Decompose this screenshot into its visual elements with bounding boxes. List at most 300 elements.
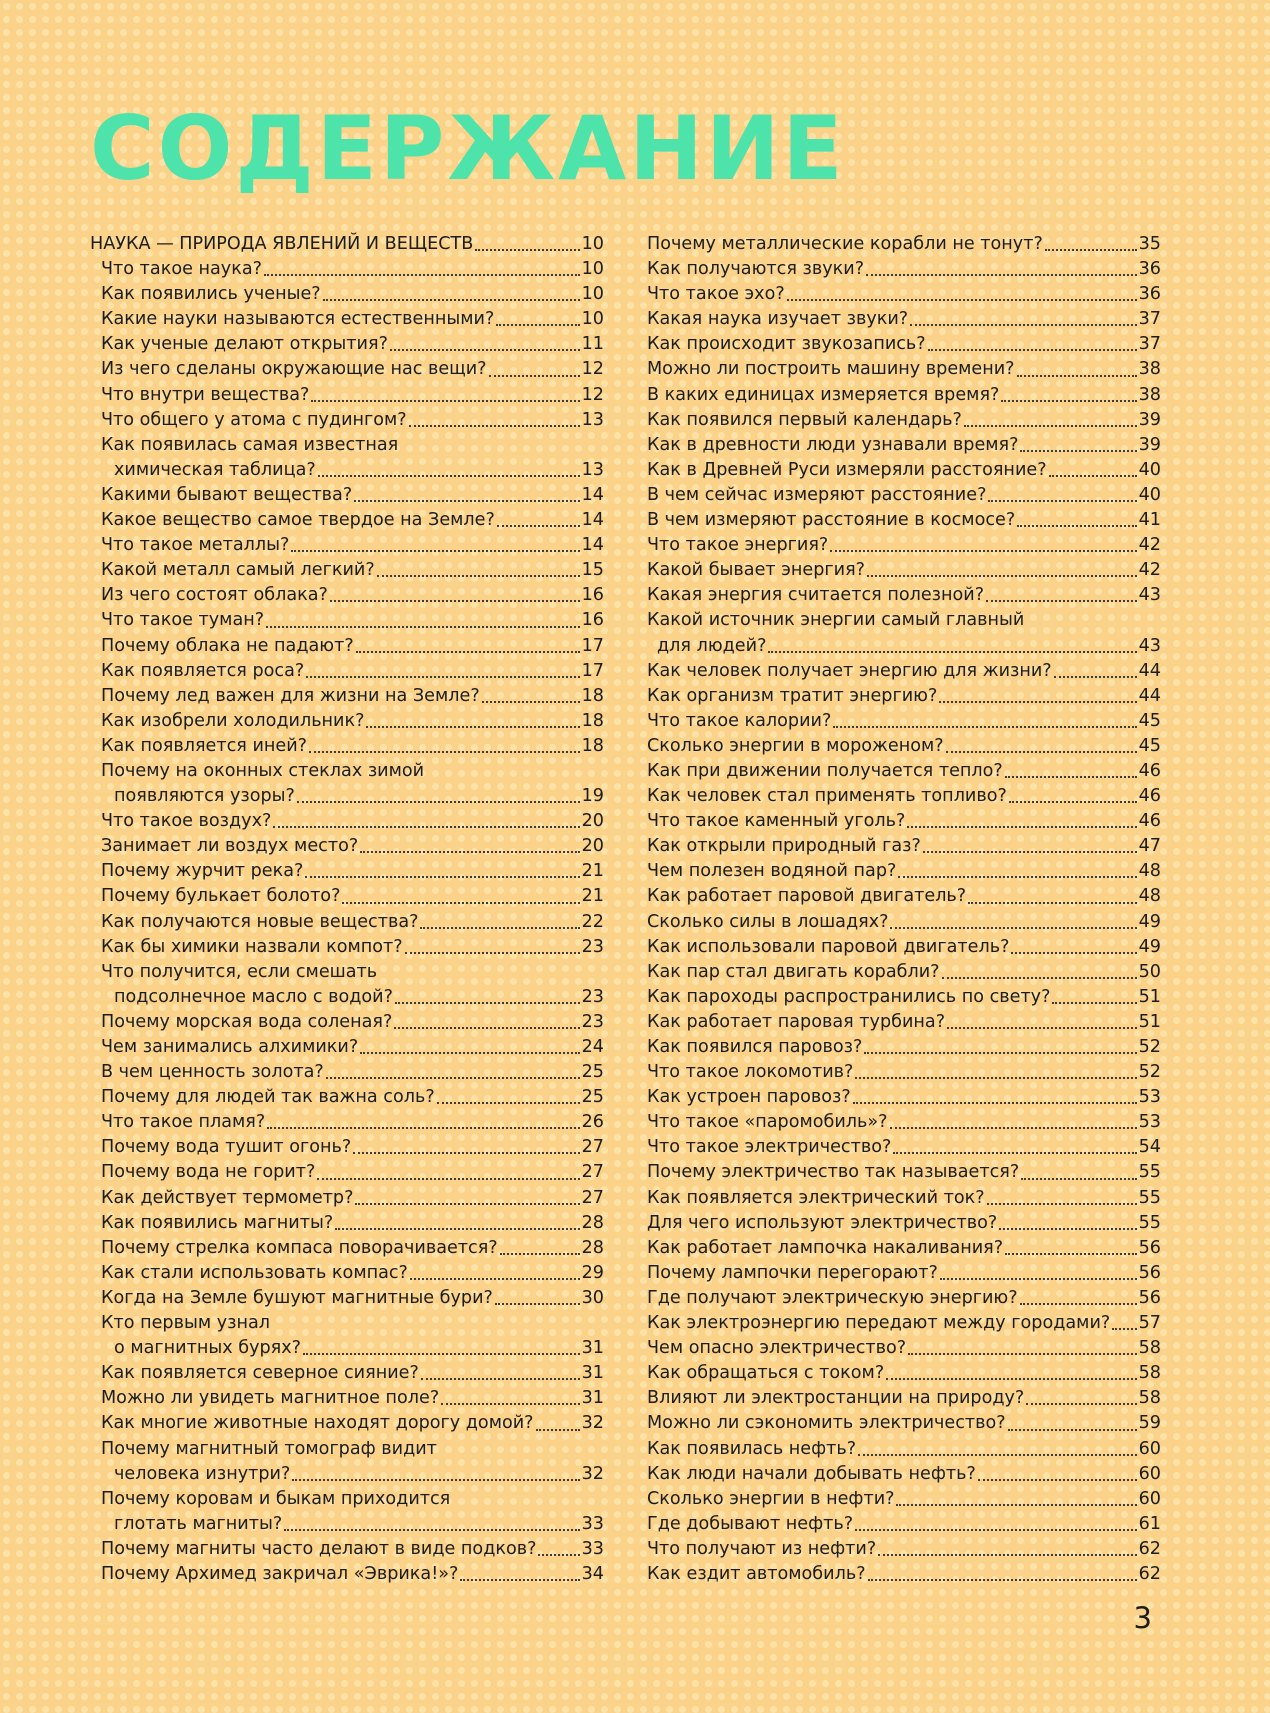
toc-entry[interactable] <box>90 1236 604 1261</box>
dot-leader <box>266 626 580 628</box>
toc-entry-title: Как электроэнергию передают между городами? <box>647 1313 1111 1334</box>
toc-entry[interactable] <box>90 483 604 508</box>
toc-entry-page: 15 <box>581 560 604 581</box>
toc-entry-page: 38 <box>1138 359 1161 380</box>
dot-leader <box>496 324 579 326</box>
dot-leader <box>495 1303 580 1305</box>
toc-entry[interactable] <box>90 759 604 784</box>
dot-leader <box>1045 249 1137 251</box>
toc-entry-page: 13 <box>581 409 604 430</box>
dot-leader <box>1017 375 1137 377</box>
toc-entry[interactable] <box>647 784 1161 809</box>
toc-entry-title: Почему магнитный томограф видит <box>101 1438 437 1459</box>
toc-entry-page: 20 <box>581 836 604 857</box>
dot-leader <box>405 952 580 954</box>
dot-leader <box>1054 676 1137 678</box>
toc-entry-title: Почему коровам и быкам приходится <box>101 1488 451 1509</box>
toc-entry[interactable] <box>647 608 1161 633</box>
toc-entry[interactable] <box>90 659 604 684</box>
toc-entry-title: Как обращаться с током? <box>647 1363 885 1384</box>
dot-leader <box>1020 1303 1137 1305</box>
dot-leader <box>830 550 1136 552</box>
toc-entry-page: 20 <box>581 811 604 832</box>
toc-entry-title: Какое вещество самое твердое на Земле? <box>101 510 495 531</box>
toc-right-column <box>647 232 1161 1587</box>
dot-leader <box>1008 1429 1137 1431</box>
toc-entry[interactable] <box>647 583 1161 608</box>
toc-entry[interactable] <box>647 1286 1161 1311</box>
toc-entry[interactable] <box>647 232 1161 257</box>
toc-entry-page: 62 <box>1138 1538 1161 1559</box>
toc-entry-page: 46 <box>1138 760 1161 781</box>
dot-leader <box>893 1152 1136 1154</box>
toc-entry-title: Чем опасно электричество? <box>647 1338 907 1359</box>
toc-entry[interactable] <box>647 1060 1161 1085</box>
toc-entry-title: Что такое эхо? <box>647 284 785 305</box>
toc-entry-title: Чем полезен водяной пар? <box>647 861 897 882</box>
toc-entry[interactable] <box>90 257 604 282</box>
toc-entry[interactable] <box>90 1487 604 1512</box>
toc-entry-title: Как человек стал применять топливо? <box>647 786 1007 807</box>
dot-leader <box>377 575 580 577</box>
toc-entry[interactable] <box>647 1211 1161 1236</box>
dot-leader <box>1052 1002 1136 1004</box>
toc-entry-title: Как появляется северное сияние? <box>101 1363 419 1384</box>
toc-entry[interactable] <box>90 307 604 332</box>
toc-entry-title: Как стали использовать компас? <box>101 1262 408 1283</box>
toc-entry-page: 14 <box>581 484 604 505</box>
dot-leader <box>964 425 1137 427</box>
toc-entry-page: 44 <box>1138 685 1161 706</box>
toc-entry-page: 62 <box>1138 1563 1161 1584</box>
toc-entry-page: 30 <box>581 1287 604 1308</box>
dot-leader <box>409 425 580 427</box>
toc-entry[interactable] <box>90 357 604 382</box>
toc-entry[interactable] <box>90 1085 604 1110</box>
toc-entry-page: 34 <box>581 1563 604 1584</box>
toc-entry-page: 28 <box>581 1237 604 1258</box>
toc-entry-title: Какой металл самый легкий? <box>101 560 375 581</box>
toc-entry[interactable] <box>90 282 604 307</box>
toc-entry-page: 25 <box>581 1087 604 1108</box>
dot-leader <box>1049 475 1137 477</box>
toc-entry[interactable] <box>647 433 1161 458</box>
toc-entry[interactable] <box>90 1160 604 1185</box>
toc-entry-title: Как появились магниты? <box>101 1212 334 1233</box>
toc-entry[interactable] <box>647 408 1161 433</box>
toc-entry[interactable] <box>647 508 1161 533</box>
toc-entry[interactable] <box>647 483 1161 508</box>
dot-leader <box>946 751 1137 753</box>
toc-entry-page: 48 <box>1138 886 1161 907</box>
toc-entry-title: Как появился первый календарь? <box>647 409 962 430</box>
toc-entry[interactable] <box>90 458 604 483</box>
toc-entry-page: 17 <box>581 660 604 681</box>
toc-entry-title: Что такое металлы? <box>101 535 290 556</box>
toc-entry-title: Какой бывает энергия? <box>647 560 865 581</box>
dot-leader <box>500 1253 580 1255</box>
toc-entry-title: Почему магниты часто делают в виде подков? <box>101 1538 537 1559</box>
toc-entry-page: 23 <box>581 986 604 1007</box>
toc-entry-page: 44 <box>1138 660 1161 681</box>
toc-entry-page: 32 <box>581 1463 604 1484</box>
toc-entry[interactable] <box>90 433 604 458</box>
toc-entry-title: Влияют ли электростанции на природу? <box>647 1388 1025 1409</box>
toc-entry-page: 51 <box>1138 986 1161 1007</box>
toc-entry-page: 58 <box>1138 1363 1161 1384</box>
toc-entry[interactable] <box>90 1035 604 1060</box>
dot-leader <box>264 274 580 276</box>
toc-entry[interactable] <box>647 1562 1161 1587</box>
dot-leader <box>475 249 579 251</box>
toc-entry-page: 13 <box>581 459 604 480</box>
toc-entry-title: Как в древности люди узнавали время? <box>647 434 1019 455</box>
toc-entry[interactable] <box>647 1010 1161 1035</box>
toc-entry-title: Как устроен паровоз? <box>647 1087 851 1108</box>
toc-entry[interactable] <box>90 884 604 909</box>
toc-entry[interactable] <box>90 684 604 709</box>
toc-entry-title: Как ездит автомобиль? <box>647 1563 866 1584</box>
toc-entry-title: Как многие животные находят дорогу домой? <box>101 1413 534 1434</box>
toc-entry-page: 23 <box>581 936 604 957</box>
dot-leader <box>356 651 580 653</box>
dot-leader <box>536 1429 580 1431</box>
dot-leader <box>999 1228 1136 1230</box>
toc-entry[interactable] <box>647 684 1161 709</box>
toc-entry-page: 24 <box>581 1037 604 1057</box>
toc-entry[interactable] <box>90 734 604 759</box>
toc-entry[interactable] <box>647 1236 1161 1261</box>
dot-leader <box>942 977 1137 979</box>
toc-entry[interactable] <box>647 357 1161 382</box>
dot-leader <box>335 1228 579 1230</box>
toc-entry[interactable] <box>647 1186 1161 1211</box>
toc-entry-title: Что получают из нефти? <box>647 1538 877 1559</box>
toc-entry[interactable] <box>647 884 1161 909</box>
toc-entry-title: Что такое электричество? <box>647 1137 892 1158</box>
toc-entry[interactable] <box>90 834 604 859</box>
toc-entry[interactable] <box>90 1537 604 1562</box>
toc-entry-title: для людей? <box>657 635 767 656</box>
toc-entry-title: Почему для людей так важна соль? <box>101 1087 435 1108</box>
toc-entry-title: Как появилась самая известная <box>101 434 399 455</box>
toc-entry-page: 56 <box>1138 1287 1161 1308</box>
toc-entry-title: Почему лампочки перегорают? <box>647 1262 938 1283</box>
toc-entry-title: Какой источник энергии самый главный <box>647 610 1025 631</box>
toc-entry-title: Как появляется иней? <box>101 735 307 756</box>
dot-leader <box>330 600 580 602</box>
toc-entry[interactable] <box>647 383 1161 408</box>
dot-leader <box>908 1353 1136 1355</box>
toc-entry[interactable] <box>647 257 1161 282</box>
dot-leader <box>866 274 1137 276</box>
toc-entry-title: Почему морская вода соленая? <box>101 1011 393 1032</box>
toc-entry-page: 41 <box>1138 510 1161 531</box>
dot-leader <box>886 1378 1136 1380</box>
toc-entry[interactable] <box>90 1311 604 1336</box>
toc-entry-title: Как появилась нефть? <box>647 1438 857 1459</box>
toc-entry-page: 55 <box>1138 1212 1161 1233</box>
toc-entry[interactable] <box>647 1487 1161 1512</box>
toc-entry[interactable] <box>647 1110 1161 1135</box>
dot-leader <box>940 1278 1137 1280</box>
dot-leader <box>342 902 579 904</box>
toc-entry-title: Что такое локомотив? <box>647 1062 854 1083</box>
toc-entry[interactable] <box>90 1386 604 1411</box>
toc-entry[interactable] <box>647 759 1161 784</box>
toc-entry[interactable] <box>647 558 1161 583</box>
dot-leader <box>1026 1403 1136 1405</box>
dot-leader <box>390 349 580 351</box>
toc-entry-page: 39 <box>1138 434 1161 455</box>
toc-entry[interactable] <box>90 232 604 257</box>
dot-leader <box>898 876 1136 878</box>
toc-entry-title: Какие науки называются естественными? <box>101 309 495 330</box>
toc-entry[interactable] <box>90 533 604 558</box>
dot-leader <box>988 500 1136 502</box>
toc-entry-title: Из чего сделаны окружающие нас вещи? <box>101 359 487 380</box>
toc-entry-page: 45 <box>1138 735 1161 756</box>
toc-entry-page: 58 <box>1138 1388 1161 1409</box>
toc-entry-title: Как использовали паровой двигатель? <box>647 936 1010 957</box>
toc-entry-title: Что такое наука? <box>101 259 262 280</box>
toc-entry[interactable] <box>647 859 1161 884</box>
toc-entry[interactable] <box>647 834 1161 859</box>
toc-entry[interactable] <box>90 408 604 433</box>
dot-leader <box>441 1403 579 1405</box>
toc-entry[interactable] <box>90 1186 604 1211</box>
toc-entry[interactable] <box>647 1361 1161 1386</box>
toc-entry[interactable] <box>90 1462 604 1487</box>
toc-entry-page: 57 <box>1138 1313 1161 1334</box>
dot-leader <box>317 1178 579 1180</box>
toc-entry-page: 55 <box>1138 1187 1161 1208</box>
toc-entry[interactable] <box>647 533 1161 558</box>
toc-entry-title: Что такое «паромобиль»? <box>647 1112 888 1133</box>
toc-entry-page: 33 <box>581 1538 604 1559</box>
toc-entry-title: Как появляется роса? <box>101 660 305 681</box>
toc-entry-page: 43 <box>1138 585 1161 606</box>
toc-entry-page: 26 <box>581 1112 604 1133</box>
dot-leader <box>890 927 1136 929</box>
toc-entry[interactable] <box>90 634 604 659</box>
toc-entry-page: 45 <box>1138 710 1161 731</box>
dot-leader <box>305 876 579 878</box>
toc-entry[interactable] <box>90 1361 604 1386</box>
toc-entry[interactable] <box>647 1462 1161 1487</box>
toc-entry-page: 49 <box>1138 936 1161 957</box>
toc-entry[interactable] <box>90 784 604 809</box>
toc-entry[interactable] <box>90 910 604 935</box>
toc-entry[interactable] <box>647 1135 1161 1160</box>
toc-entry[interactable] <box>647 1035 1161 1060</box>
dot-leader <box>318 475 580 477</box>
toc-entry-page: 40 <box>1138 484 1161 505</box>
toc-entry[interactable] <box>647 1512 1161 1537</box>
toc-entry[interactable] <box>647 1437 1161 1462</box>
toc-entry-title: Как появились ученые? <box>101 284 321 305</box>
dot-leader <box>306 676 579 678</box>
toc-entry[interactable] <box>90 1261 604 1286</box>
dot-leader <box>853 1102 1137 1104</box>
toc-entry[interactable] <box>90 1010 604 1035</box>
toc-left-column <box>90 232 604 1587</box>
toc-entry[interactable] <box>90 1286 604 1311</box>
toc-entry[interactable] <box>90 583 604 608</box>
toc-entry-page: 12 <box>581 359 604 380</box>
toc-entry[interactable] <box>647 1537 1161 1562</box>
toc-entry[interactable] <box>90 985 604 1010</box>
toc-entry-title: подсолнечное масло с водой? <box>114 986 393 1007</box>
toc-entry[interactable] <box>647 960 1161 985</box>
dot-leader <box>896 1504 1136 1506</box>
toc-entry-page: 35 <box>1138 234 1161 254</box>
toc-entry-title: Как получаются звуки? <box>647 259 865 280</box>
dot-leader <box>858 1454 1136 1456</box>
dot-leader <box>1005 776 1137 778</box>
toc-entry[interactable] <box>647 458 1161 483</box>
dot-leader <box>353 1152 579 1154</box>
toc-entry-title: появляются узоры? <box>114 786 295 807</box>
toc-entry-title: Как изобрели холодильник? <box>101 710 365 731</box>
toc-entry-title: Как при движении получается тепло? <box>647 760 1003 781</box>
toc-entry-title: человека изнутри? <box>114 1463 291 1484</box>
dot-leader <box>910 324 1136 326</box>
toc-entry-title: Что получится, если смешать <box>101 961 378 982</box>
dot-leader <box>787 299 1137 301</box>
toc-entry[interactable] <box>647 659 1161 684</box>
dot-leader <box>868 1579 1137 1581</box>
toc-entry[interactable] <box>647 1261 1161 1286</box>
toc-entry[interactable] <box>90 1135 604 1160</box>
toc-entry-page: 31 <box>581 1338 604 1359</box>
toc-entry-page: 31 <box>581 1363 604 1384</box>
toc-entry-title: Можно ли построить машину времени? <box>647 359 1015 380</box>
toc-entry-title: Когда на Земле бушуют магнитные бури? <box>101 1287 493 1308</box>
toc-entry[interactable] <box>90 332 604 357</box>
toc-entry-page: 59 <box>1138 1413 1161 1434</box>
toc-entry-title: Почему журчит река? <box>101 861 304 882</box>
toc-entry-page: 46 <box>1138 786 1161 807</box>
dot-leader <box>907 826 1136 828</box>
toc-entry-title: Как бы химики назвали компот? <box>101 936 403 957</box>
dot-leader <box>323 299 580 301</box>
toc-entry-title: Чем занимались алхимики? <box>101 1037 359 1057</box>
toc-entry-page: 14 <box>581 510 604 531</box>
toc-entry[interactable] <box>647 1386 1161 1411</box>
toc-entry-page: 60 <box>1138 1438 1161 1459</box>
dot-leader <box>768 651 1136 653</box>
toc-entry[interactable] <box>647 1311 1161 1336</box>
toc-entry[interactable] <box>90 1512 604 1537</box>
toc-entry[interactable] <box>647 634 1161 659</box>
toc-entry-title: Что такое энергия? <box>647 535 829 556</box>
toc-entry[interactable] <box>90 809 604 834</box>
dot-leader <box>928 349 1137 351</box>
toc-entry[interactable] <box>647 1336 1161 1361</box>
toc-entry-page: 16 <box>581 610 604 631</box>
toc-entry-title: В чем сейчас измеряют расстояние? <box>647 484 987 505</box>
toc-entry[interactable] <box>90 608 604 633</box>
toc-entry-title: Для чего используют электричество? <box>647 1212 998 1233</box>
toc-entry-title: Почему облака не падают? <box>101 635 354 656</box>
toc-entry-page: 25 <box>581 1062 604 1083</box>
toc-entry-page: 51 <box>1138 1011 1161 1032</box>
toc-entry[interactable] <box>647 1085 1161 1110</box>
toc-entry[interactable] <box>90 1060 604 1085</box>
dot-leader <box>437 1102 580 1104</box>
toc-entry[interactable] <box>90 859 604 884</box>
toc-entry[interactable] <box>90 1110 604 1135</box>
toc-entry[interactable] <box>647 709 1161 734</box>
toc-entry[interactable] <box>90 1336 604 1361</box>
toc-entry-title: Сколько энергии в нефти? <box>647 1488 895 1509</box>
dot-leader <box>947 1027 1137 1029</box>
dot-leader <box>855 1077 1136 1079</box>
toc-entry[interactable] <box>90 709 604 734</box>
dot-leader <box>291 550 579 552</box>
toc-entry-page: 10 <box>581 309 604 330</box>
toc-entry[interactable] <box>647 1411 1161 1436</box>
toc-entry[interactable] <box>90 1411 604 1436</box>
toc-entry-title: Что такое калории? <box>647 710 832 731</box>
toc-entry[interactable] <box>647 307 1161 332</box>
dot-leader <box>538 1554 579 1556</box>
dot-leader <box>878 1554 1136 1556</box>
toc-entry[interactable] <box>647 910 1161 935</box>
toc-entry[interactable] <box>90 1562 604 1587</box>
toc-entry-page: 61 <box>1138 1513 1161 1534</box>
toc-entry[interactable] <box>647 332 1161 357</box>
toc-entry[interactable] <box>647 809 1161 834</box>
toc-entry[interactable] <box>647 1160 1161 1185</box>
toc-entry-page: 52 <box>1138 1037 1161 1057</box>
toc-entry-title: Как происходит звукозапись? <box>647 334 926 355</box>
toc-entry-title: Что такое воздух? <box>101 811 272 832</box>
toc-entry[interactable] <box>647 282 1161 307</box>
toc-entry-title: Почему на оконных стеклах зимой <box>101 760 425 781</box>
dot-leader <box>309 751 580 753</box>
toc-entry-page: 60 <box>1138 1463 1161 1484</box>
toc-entry[interactable] <box>90 935 604 960</box>
toc-entry-title: Почему булькает болото? <box>101 886 341 907</box>
toc-entry-title: Как открыли природный газ? <box>647 836 921 857</box>
toc-entry[interactable] <box>90 508 604 533</box>
dot-leader <box>1005 1253 1137 1255</box>
toc-entry[interactable] <box>90 1211 604 1236</box>
toc-entry[interactable] <box>90 1437 604 1462</box>
toc-entry-page: 23 <box>581 1011 604 1032</box>
dot-leader <box>923 851 1137 853</box>
dot-leader <box>311 400 579 402</box>
toc-entry[interactable] <box>90 383 604 408</box>
toc-entry[interactable] <box>647 935 1161 960</box>
toc-entry[interactable] <box>647 985 1161 1010</box>
dot-leader <box>395 1002 580 1004</box>
toc-entry[interactable] <box>90 960 604 985</box>
toc-entry[interactable] <box>90 558 604 583</box>
toc-entry-title: о магнитных бурях? <box>114 1338 302 1359</box>
toc-entry-page: 39 <box>1138 409 1161 430</box>
toc-entry-title: Где получают электрическую энергию? <box>647 1287 1018 1308</box>
toc-entry[interactable] <box>647 734 1161 759</box>
toc-entry-page: 33 <box>581 1513 604 1534</box>
toc-entry-title: Какая наука изучает звуки? <box>647 309 909 330</box>
toc-entry-page: 46 <box>1138 811 1161 832</box>
dot-leader <box>986 600 1137 602</box>
dot-leader <box>890 1127 1137 1129</box>
dot-leader <box>267 1127 579 1129</box>
